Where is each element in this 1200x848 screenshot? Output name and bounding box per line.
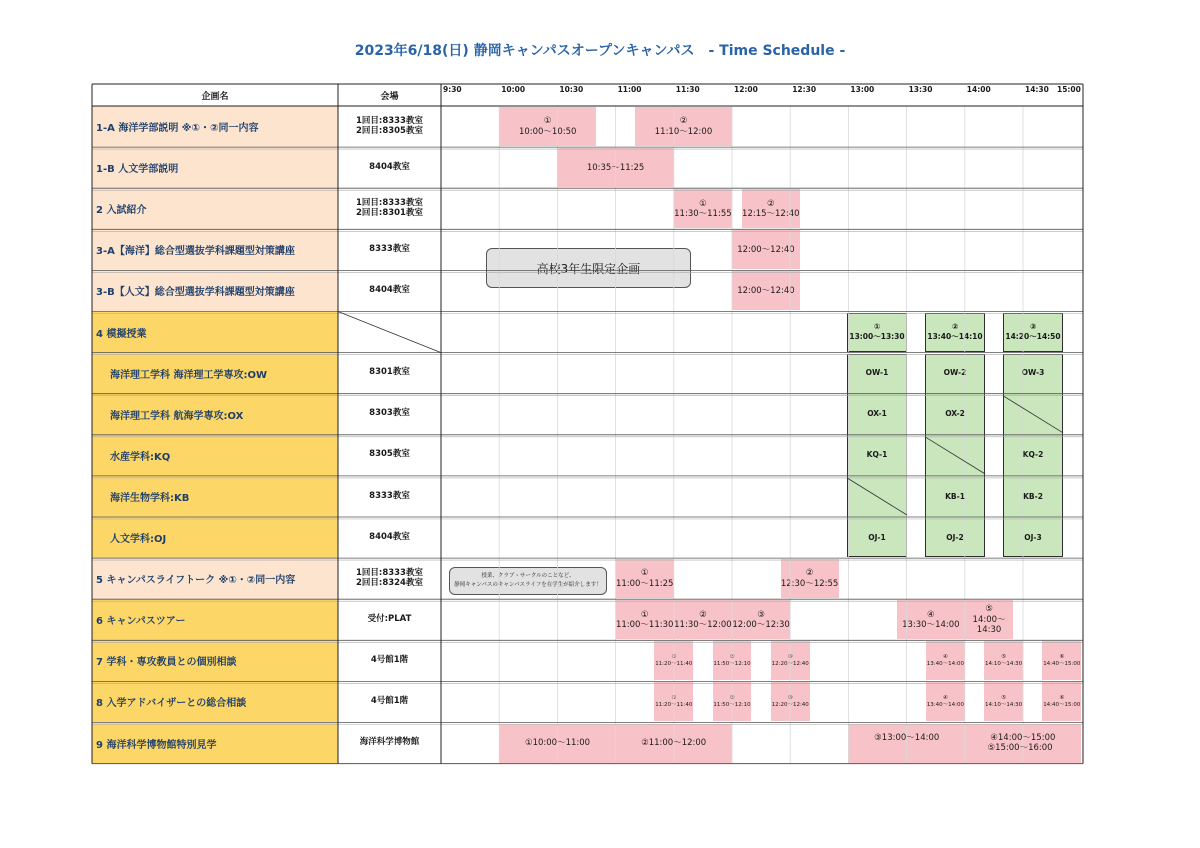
row-venue: 8333教室 [369,243,410,254]
row-name: 海洋理工学科 航海学専攻:OX [92,394,338,435]
schedule-block: ② 12:15～12:40 [742,189,800,228]
mock-slot-label: ② 13:40～14:10 [927,322,983,342]
schedule-block: ④ 13:40～14:00 [926,641,965,680]
schedule-block: 12:00～12:40 [732,230,800,269]
row-venue: 1回目:8333教室 2回目:8324教室 [356,567,423,588]
schedule-block: ① 11:20～11:40 [654,641,693,680]
mock-class-cell: KQ-2 [1022,450,1044,460]
schedule-block: ② 11:50～12:10 [713,682,752,721]
schedule-block: ⑤ 14:00～14:30 [965,600,1014,639]
schedule-block: ② 11:30～12:00 [674,600,732,639]
row-venue: 受付:PLAT [367,613,412,624]
page-title: 2023年6/18(日) 静岡キャンパスオープンキャンパス - Time Schedule - [354,43,846,59]
time-label: 11:30 [675,85,700,94]
mock-class-cell: OX-1 [867,409,887,419]
schedule-block: ④ 13:30～14:00 [897,600,965,639]
schedule-block: ④ 13:40～14:00 [926,682,965,721]
mock-class-cell: OX-2 [945,409,965,419]
row-venue: 8333教室 [369,490,410,501]
row-name: 6 キャンパスツアー [92,599,338,640]
schedule-block: ⑥ 14:40～15:00 [1042,641,1081,680]
schedule-block: 10:35～11:25 [557,148,673,187]
row-venue: 8404教室 [369,531,410,542]
header-venue: 会場 [380,91,399,102]
row-venue: 8404教室 [369,161,410,172]
mock-class-cell [847,476,907,517]
time-label: 13:00 [850,85,875,94]
row-name: 海洋理工学科 海洋理工学専攻:OW [92,353,338,394]
schedule-block: ② 11:10～12:00 [635,107,732,146]
mock-class-cell [1003,394,1063,435]
row-name: 3-A【海洋】総合型選抜学科課題型対策講座 [92,229,338,270]
time-label: 14:30 [1025,85,1049,94]
mock-class-cell: OJ-3 [1024,532,1042,542]
row-name: 1-B 人文学部説明 [92,147,338,188]
row-name: 5 キャンパスライフトーク ※①・②同一内容 [92,558,338,599]
schedule-block: ③13:00～14:00 ④14:00～15:00 ⑤15:00～16:00 [848,724,1081,763]
header-event-name: 企画名 [201,91,229,102]
mock-class-cell: OW-3 [1021,368,1045,378]
time-label: 10:30 [559,85,584,94]
row-name: 人文学科:OJ [92,517,338,558]
mock-class-cell: OJ-2 [946,532,964,542]
time-label: 13:30 [908,85,933,94]
schedule-block: ①10:00～11:00 ②11:00～12:00 [499,724,732,763]
time-label: 9:30 [443,85,462,94]
time-label: 15:00 [1057,85,1081,94]
mock-class-cell: OW-1 [865,368,889,378]
schedule-block: ③ 12:20～12:40 [771,641,810,680]
schedule-block: ① 10:00～10:50 [499,107,596,146]
row-name: 1-A 海洋学部説明 ※①・②同一内容 [92,106,338,147]
campus-life-note: 授業、クラブ・サークルのことなど、 静岡キャンパスのキャンパスライフを在学生が紹介します！ [449,567,607,595]
row-name: 2 入試紹介 [92,188,338,229]
row-name: 4 模擬授業 [92,312,338,353]
schedule-block: ① 11:20～11:40 [654,682,693,721]
schedule-block: 12:00～12:40 [732,271,800,310]
row-name: 海洋生物学科:KB [92,476,338,517]
schedule-block: ⑤ 14:10～14:30 [984,682,1023,721]
schedule-block: ② 11:50～12:10 [713,641,752,680]
row-name: 9 海洋科学博物館特別見学 [92,723,338,764]
time-label: 12:00 [734,85,758,94]
time-label: 12:30 [792,85,817,94]
high-school-only-note: 高校3年生限定企画 [486,248,691,288]
row-name: 8 入学アドバイザーとの総合相談 [92,681,338,722]
mock-slot-label: ① 13:00～13:30 [849,322,905,342]
schedule-block: ⑥ 14:40～15:00 [1042,682,1081,721]
row-venue: 4号館1階 [370,654,409,665]
mock-class-cell: KQ-1 [866,450,888,460]
schedule-block: ② 12:30～12:55 [781,559,839,598]
row-venue: 4号館1階 [370,696,409,707]
mock-class-cell: KB-2 [1023,491,1043,501]
row-venue: 1回目:8333教室 2回目:8301教室 [356,197,423,218]
row-venue: 8404教室 [369,285,410,296]
row-venue: 1回目:8333教室 2回目:8305教室 [356,115,423,136]
row-name: 3-B【人文】総合型選抜学科課題型対策講座 [92,270,338,311]
time-label: 11:00 [617,85,642,94]
schedule-block: ① 11:00～11:30 [616,600,674,639]
time-label: 14:00 [966,85,991,94]
schedule-block: ⑤ 14:10～14:30 [984,641,1023,680]
mock-class-cell: OW-2 [943,368,967,378]
schedule-block: ③ 12:20～12:40 [771,682,810,721]
row-venue: 8303教室 [369,408,410,419]
schedule-block: ③ 12:00～12:30 [732,600,790,639]
schedule-block: ① 11:00～11:25 [616,559,674,598]
mock-class-cell [925,435,985,476]
mock-class-cell: KB-1 [945,491,965,501]
row-name: 水産学科:KQ [92,435,338,476]
row-venue: 8305教室 [369,449,410,460]
row-venue [338,312,441,353]
row-venue: 海洋科学博物館 [359,737,420,748]
row-venue: 8301教室 [369,367,410,378]
mock-slot-label: ③ 14:20～14:50 [1005,322,1061,342]
schedule-block: ① 11:30～11:55 [674,189,732,228]
time-label: 10:00 [501,85,526,94]
mock-class-cell: OJ-1 [868,532,886,542]
row-name: 7 学科・専攻教員との個別相談 [92,640,338,681]
